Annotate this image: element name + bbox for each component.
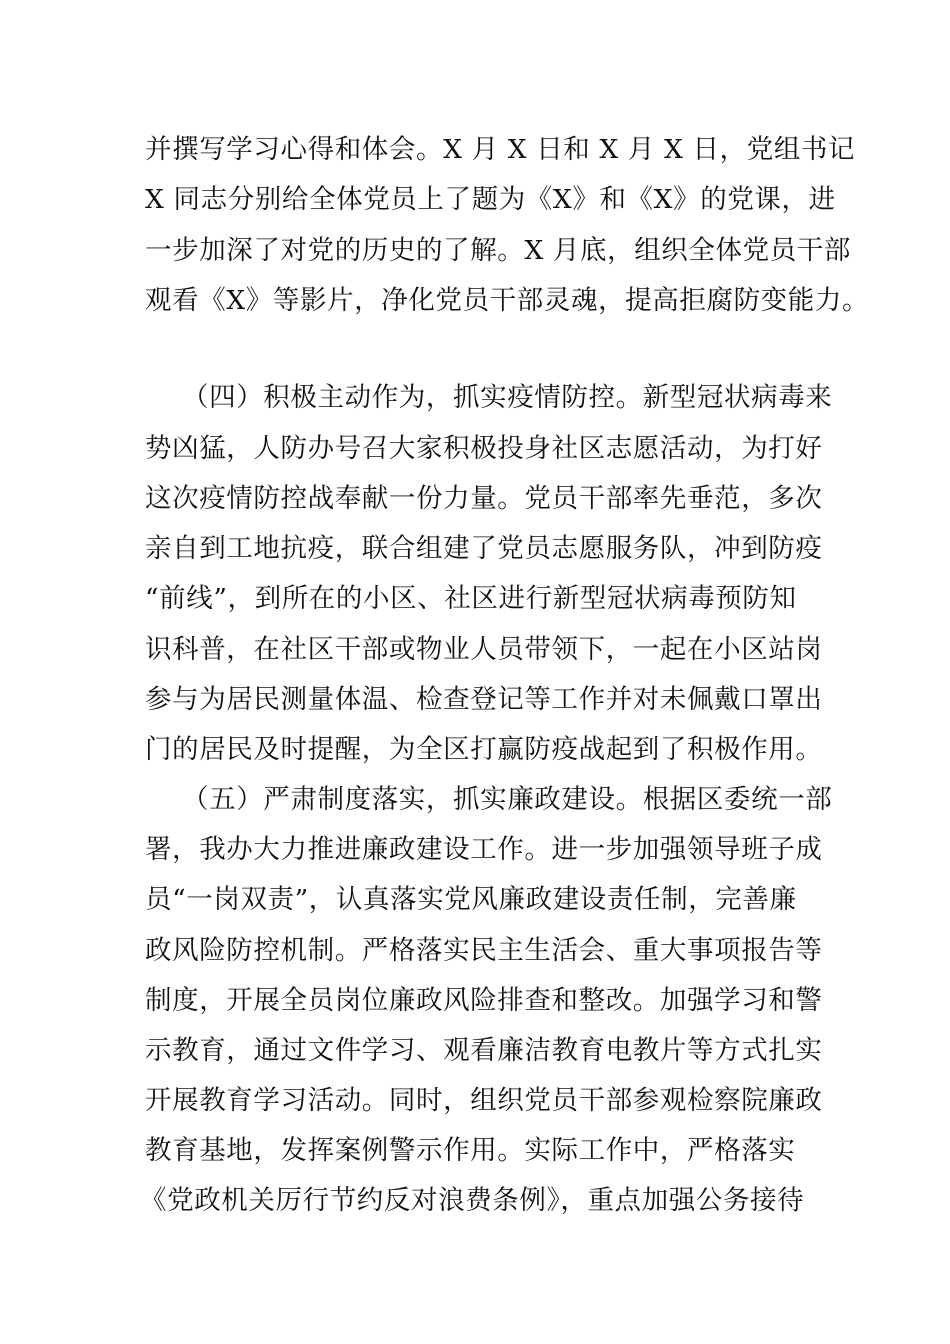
paragraph-line: 一步加深了对党的历史的了解。X 月底，组织全体党员干部 — [145, 235, 851, 266]
section-four-heading-line: （四）积极主动作为，抓实疫情防控。新型冠状病毒来 — [182, 382, 833, 413]
paragraph-line: 亲自到工地抗疫，联合组建了党员志愿服务队，冲到防疫 — [145, 533, 823, 564]
paragraph-line: 开展教育学习活动。同时，组织党员干部参观检察院廉政 — [145, 1085, 823, 1116]
paragraph-line: 观看《X》等影片，净化党员干部灵魂，提高拒腐防变能力。 — [145, 285, 870, 316]
paragraph-line: “前线”，到所在的小区、社区进行新型冠状病毒预防知 — [145, 583, 797, 614]
paragraph-line: 门的居民及时提醒，为全区打赢防疫战起到了积极作用。 — [145, 734, 823, 765]
paragraph-line: 示教育，通过文件学习、观看廉洁教育电教片等方式扎实 — [145, 1035, 823, 1066]
paragraph-line: X 同志分别给全体党员上了题为《X》和《X》的党课，进 — [145, 184, 836, 215]
paragraph-line: 署，我办大力推进廉政建设工作。进一步加强领导班子成 — [145, 834, 823, 865]
paragraph-line: 员“一岗双责”，认真落实党风廉政建设责任制，完善廉 — [145, 884, 797, 915]
paragraph-line: 制度，开展全员岗位廉政风险排查和整改。加强学习和警 — [145, 985, 823, 1016]
paragraph-line: 并撰写学习心得和体会。X 月 X 日和 X 月 X 日，党组书记 — [145, 134, 856, 165]
paragraph-line: 参与为居民测量体温、检查登记等工作并对未佩戴口罩出 — [145, 684, 823, 715]
paragraph-line: 教育基地，发挥案例警示作用。实际工作中，严格落实 — [145, 1135, 796, 1166]
paragraph-line: 政风险防控机制。严格落实民主生活会、重大事项报告等 — [145, 935, 823, 966]
paragraph-line: 这次疫情防控战奉献一份力量。党员干部率先垂范，多次 — [145, 483, 823, 514]
paragraph-line: 识科普，在社区干部或物业人员带领下，一起在小区站岗 — [145, 634, 823, 665]
section-five-heading-line: （五）严肃制度落实，抓实廉政建设。根据区委统一部 — [182, 784, 833, 815]
paragraph-line: 势凶猛，人防办号召大家积极投身社区志愿活动，为打好 — [145, 433, 823, 464]
paragraph-line: 《党政机关厉行节约反对浪费条例》，重点加强公务接待 — [140, 1185, 805, 1216]
